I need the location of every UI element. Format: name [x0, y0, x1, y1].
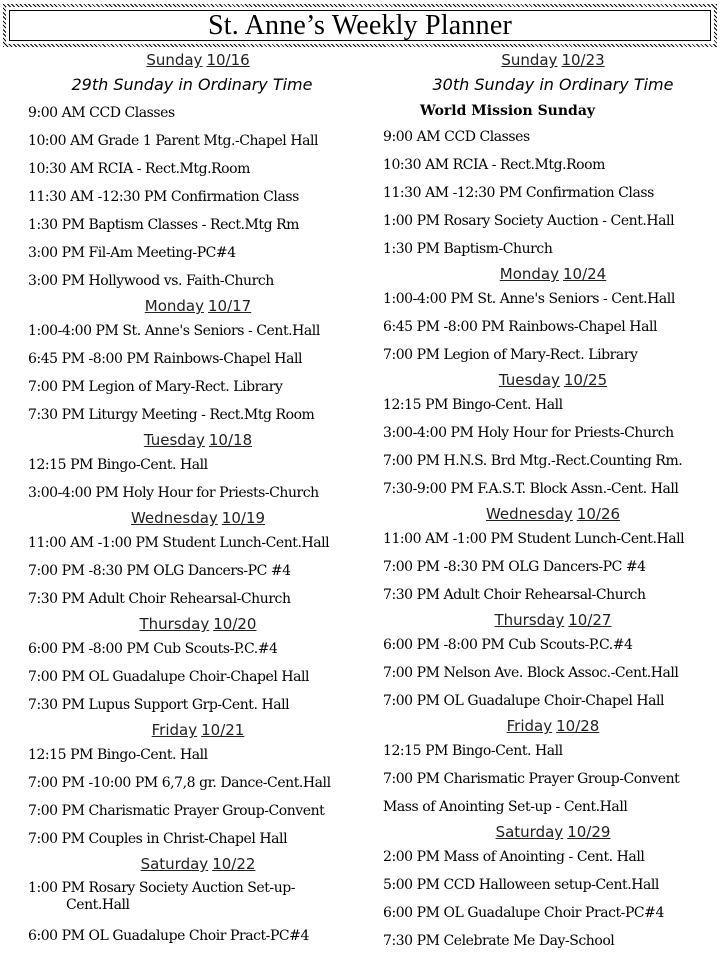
planner-title: St. Anne’s Weekly Planner	[9, 10, 711, 41]
day-heading-friday	[383, 716, 723, 737]
day-heading-wednesday	[28, 508, 368, 529]
day-heading-saturday	[28, 854, 368, 875]
event-item: 7:00 PM Legion of Mary-Rect. Library	[28, 379, 283, 395]
event-item: 3:00-4:00 PM Holy Hour for Priests-Church	[28, 485, 319, 501]
day-name: Tuesday	[143, 431, 205, 449]
event-item: 2:00 PM Mass of Anointing - Cent. Hall	[383, 849, 645, 865]
right-column	[383, 49, 723, 955]
day-date: 10/16	[206, 51, 250, 69]
event-text: 1:00 PM Rosary Society Auction Set-up-	[28, 880, 296, 896]
day-heading-saturday	[383, 822, 723, 843]
event-item: 1:30 PM Baptism Classes - Rect.Mtg Rm	[28, 217, 299, 233]
day-name: Wednesday	[485, 505, 573, 523]
event-item: 7:30 PM Celebrate Me Day-School	[383, 933, 615, 949]
event-item: 6:45 PM -8:00 PM Rainbows-Chapel Hall	[28, 351, 303, 367]
day-heading-sunday	[383, 50, 723, 71]
day-heading-tuesday	[383, 370, 723, 391]
day-heading-wednesday	[383, 504, 723, 525]
day-name: Thursday	[494, 611, 565, 629]
event-item: 1:30 PM Baptism-Church	[383, 241, 553, 257]
day-date: 10/25	[563, 371, 608, 389]
day-name: Wednesday	[130, 509, 218, 527]
day-date: 10/21	[201, 721, 245, 739]
day-heading-monday	[383, 264, 723, 285]
day-date: 10/17	[207, 297, 252, 315]
planner-title-frame	[3, 4, 717, 47]
event-item: 10:30 AM RCIA - Rect.Mtg.Room	[28, 161, 250, 177]
day-date: 10/28	[556, 717, 600, 735]
event-item: 11:30 AM -12:30 PM Confirmation Class	[383, 185, 654, 201]
left-column	[28, 49, 368, 950]
day-date: 10/22	[212, 855, 256, 873]
event-item	[28, 875, 368, 922]
event-item: 7:30 PM Adult Choir Rehearsal-Church	[28, 591, 291, 607]
event-item: 6:00 PM -8:00 PM Cub Scouts-P.C.#4	[28, 641, 278, 657]
day-name: Monday	[499, 265, 559, 283]
event-item: 7:30 PM Liturgy Meeting - Rect.Mtg Room	[28, 407, 315, 423]
event-item: 12:15 PM Bingo-Cent. Hall	[28, 747, 208, 763]
event-item: 7:00 PM -8:30 PM OLG Dancers-PC #4	[383, 559, 646, 575]
special-observance: World Mission Sunday	[420, 103, 596, 119]
event-text-continued: Cent.Hall	[66, 897, 130, 913]
event-item: 9:00 AM CCD Classes	[383, 129, 530, 145]
day-date: 10/29	[567, 823, 611, 841]
day-date: 10/27	[568, 611, 612, 629]
day-name: Saturday	[495, 823, 564, 841]
event-item: 7:00 PM -8:30 PM OLG Dancers-PC #4	[28, 563, 291, 579]
event-item: 10:00 AM Grade 1 Parent Mtg.-Chapel Hall	[28, 133, 319, 149]
event-item: 11:30 AM -12:30 PM Confirmation Class	[28, 189, 299, 205]
event-item: 10:30 AM RCIA - Rect.Mtg.Room	[383, 157, 605, 173]
liturgical-title: 30th Sunday in Ordinary Time	[432, 75, 674, 94]
day-name: Saturday	[140, 855, 209, 873]
day-date: 10/19	[221, 509, 266, 527]
event-item: 3:00 PM Fil-Am Meeting-PC#4	[28, 245, 236, 261]
event-item: 11:00 AM -1:00 PM Student Lunch-Cent.Hall	[383, 531, 685, 547]
day-name: Sunday	[501, 51, 558, 69]
day-name: Tuesday	[498, 371, 560, 389]
event-item: 1:00-4:00 PM St. Anne's Seniors - Cent.Hall	[28, 323, 320, 339]
event-item: 7:00 PM Couples in Christ-Chapel Hall	[28, 831, 288, 847]
event-item: 6:45 PM -8:00 PM Rainbows-Chapel Hall	[383, 319, 658, 335]
event-item: 5:00 PM CCD Halloween setup-Cent.Hall	[383, 877, 659, 893]
day-name: Thursday	[139, 615, 210, 633]
event-item: 7:30 PM Adult Choir Rehearsal-Church	[383, 587, 646, 603]
event-item: 6:00 PM -8:00 PM Cub Scouts-P.C.#4	[383, 637, 633, 653]
day-name: Monday	[144, 297, 204, 315]
event-item: 7:00 PM Charismatic Prayer Group-Convent	[28, 803, 325, 819]
day-heading-thursday	[383, 610, 723, 631]
event-item: 9:00 AM CCD Classes	[28, 105, 175, 121]
event-item: 7:00 PM -10:00 PM 6,7,8 gr. Dance-Cent.Hall	[28, 775, 331, 791]
event-item: 3:00-4:00 PM Holy Hour for Priests-Church	[383, 425, 674, 441]
day-name: Friday	[506, 717, 553, 735]
event-item: 11:00 AM -1:00 PM Student Lunch-Cent.Hall	[28, 535, 330, 551]
day-heading-friday	[28, 720, 368, 741]
day-date: 10/20	[213, 615, 257, 633]
day-heading-sunday	[28, 50, 368, 71]
event-item: 6:00 PM OL Guadalupe Choir Pract-PC#4	[28, 928, 309, 944]
event-item: 1:00 PM Rosary Society Auction - Cent.Hall	[383, 213, 675, 229]
day-name: Friday	[151, 721, 198, 739]
event-item: 6:00 PM OL Guadalupe Choir Pract-PC#4	[383, 905, 664, 921]
event-item: 7:00 PM Charismatic Prayer Group-Convent	[383, 771, 680, 787]
event-item: 3:00 PM Hollywood vs. Faith-Church	[28, 273, 274, 289]
day-heading-monday	[28, 296, 368, 317]
event-item: 1:00-4:00 PM St. Anne's Seniors - Cent.Hall	[383, 291, 675, 307]
event-item: 7:00 PM Legion of Mary-Rect. Library	[383, 347, 638, 363]
liturgical-title: 29th Sunday in Ordinary Time	[71, 75, 313, 94]
event-item: 7:00 PM OL Guadalupe Choir-Chapel Hall	[383, 693, 665, 709]
event-item: 12:15 PM Bingo-Cent. Hall	[383, 397, 563, 413]
day-date: 10/24	[562, 265, 607, 283]
event-item: 7:00 PM OL Guadalupe Choir-Chapel Hall	[28, 669, 310, 685]
event-item: 7:00 PM Nelson Ave. Block Assoc.-Cent.Hall	[383, 665, 679, 681]
day-heading-tuesday	[28, 430, 368, 451]
day-date: 10/26	[576, 505, 621, 523]
day-date: 10/23	[561, 51, 605, 69]
event-item: 12:15 PM Bingo-Cent. Hall	[28, 457, 208, 473]
event-item: 7:30 PM Lupus Support Grp-Cent. Hall	[28, 697, 290, 713]
event-item: Mass of Anointing Set-up - Cent.Hall	[383, 799, 628, 815]
event-item: 7:30-9:00 PM F.A.S.T. Block Assn.-Cent. Hall	[383, 481, 679, 497]
event-item: 7:00 PM H.N.S. Brd Mtg.-Rect.Counting Rm.	[383, 453, 683, 469]
event-item: 12:15 PM Bingo-Cent. Hall	[383, 743, 563, 759]
day-heading-thursday	[28, 614, 368, 635]
day-name: Sunday	[146, 51, 203, 69]
day-date: 10/18	[208, 431, 253, 449]
